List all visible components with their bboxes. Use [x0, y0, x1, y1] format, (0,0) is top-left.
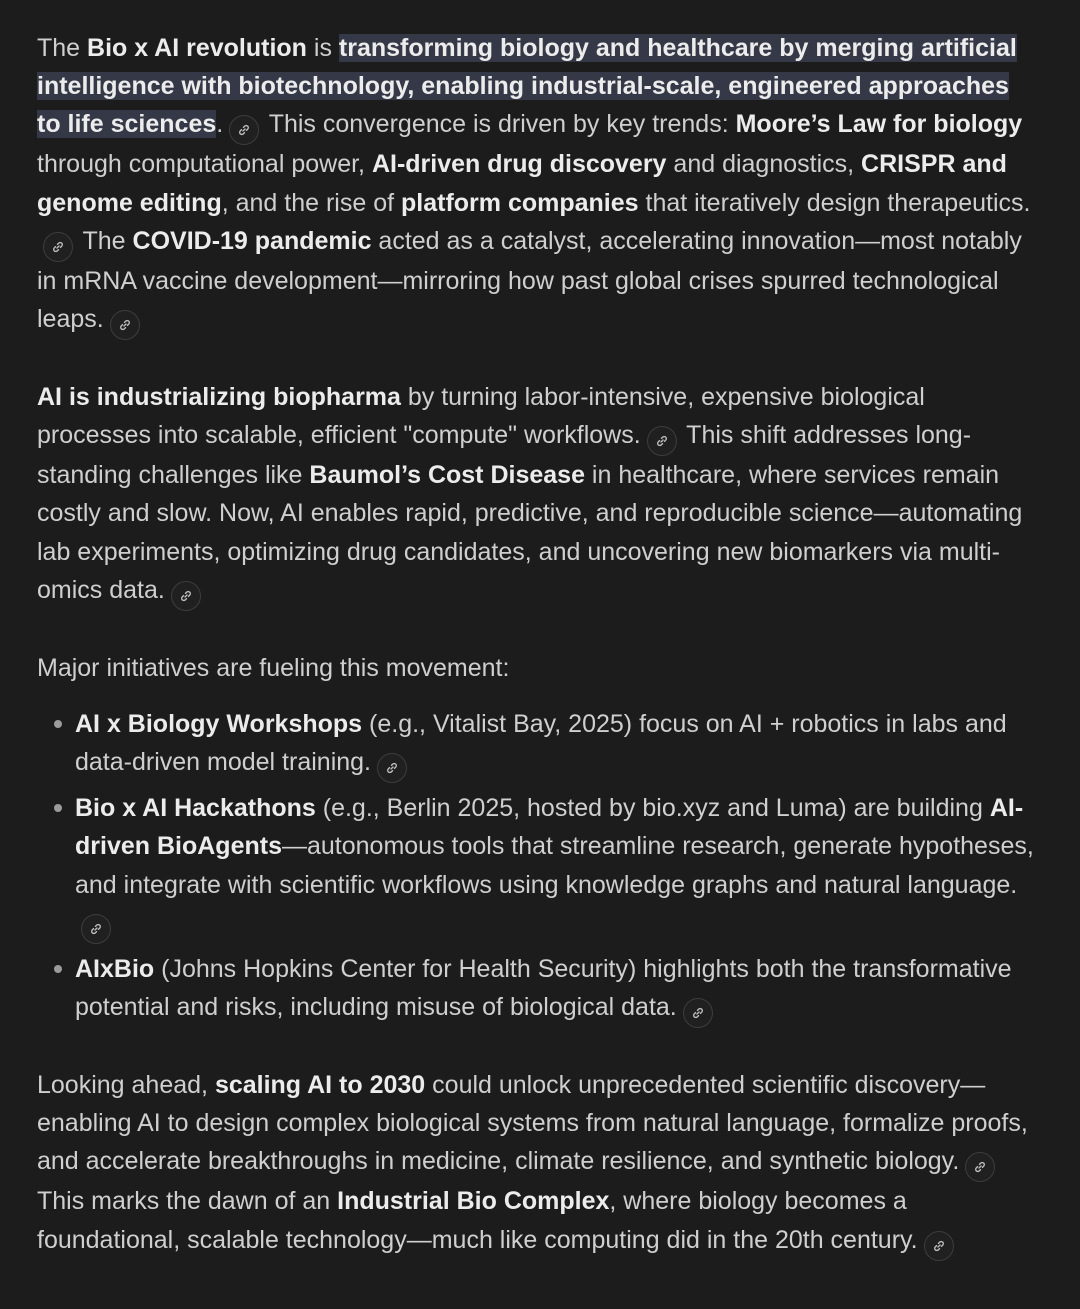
- bullet-icon: [54, 965, 62, 973]
- bold-term: AI-driven BioAgents: [75, 794, 1024, 861]
- bold-term: AI-driven drug discovery: [371, 150, 667, 179]
- bold-term: AI is industrializing biopharma: [37, 383, 401, 412]
- paragraph-industrializing: AI is industrializing biopharma by turning labor-intensive, expensive biological processes into scalable, efficient "compute" workflows. This shift addresses long-standing challenges like Baumol’s Cost Disease in healthcare, where services remain costly and slow. Now, AI enables rapid, predictive, and reproducible science—automating lab experiments, optimizing drug candidates, and uncovering new biomarkers via multi-omics data.: [37, 378, 1037, 611]
- link-icon: [932, 1239, 946, 1253]
- link-icon: [237, 123, 251, 137]
- bullet-icon: [54, 804, 62, 812]
- link-icon: [51, 240, 65, 254]
- citation-link-button[interactable]: [110, 310, 140, 340]
- initiatives-list: [37, 705, 1037, 1028]
- citation-link-button[interactable]: [171, 581, 201, 611]
- bold-term: Bio x AI revolution: [87, 34, 307, 62]
- citation-link-button[interactable]: [81, 914, 111, 944]
- bold-term: scaling AI to 2030: [214, 1071, 426, 1100]
- highlighted-text[interactable]: transforming biology and healthcare by merging artificial intelligence with biotechnology, enabling industrial-scale, engineered approaches to life sciences: [37, 34, 1017, 139]
- paragraph-looking-ahead: Looking ahead, scaling AI to 2030 could unlock unprecedented scientific discovery—enabling AI to design complex biological systems from natural language, formalize proofs, and accelerate breakthroughs in medicine, climate resilience, and synthetic biology. This marks the dawn of an Industrial Bio Complex, where biology becomes a foundational, scalable technology—much like computing did in the 20th century.: [37, 1066, 1037, 1261]
- citation-link-button[interactable]: [924, 1231, 954, 1261]
- link-icon: [89, 922, 103, 936]
- bold-term: AIxBio: [75, 954, 155, 983]
- bold-term: Industrial Bio Complex: [337, 1187, 610, 1216]
- bold-term: Bio x AI Hackathons: [75, 794, 316, 823]
- link-icon: [655, 434, 669, 448]
- link-icon: [385, 761, 399, 775]
- paragraph-intro: The Bio x AI revolution is transforming biology and healthcare by merging artificial intelligence with biotechnology, enabling industrial-scale, engineered approaches to life sciences. This convergence is driven by key trends: Moore’s Law for biology through computational power, AI-driven drug discovery and diagnostics, CRISPR and genome editing, and the rise of platform companies that iteratively design therapeutics. The COVID-19 pandemic acted as a catalyst, accelerating innovation—most notably in mRNA vaccine development—mirroring how past global crises spurred technological leaps.: [37, 29, 1037, 340]
- link-icon: [118, 318, 132, 332]
- citation-link-button[interactable]: [229, 115, 259, 145]
- citation-link-button[interactable]: [377, 753, 407, 783]
- citation-link-button[interactable]: [683, 998, 713, 1028]
- list-item: AIxBio (Johns Hopkins Center for Health Security) highlights both the transformative potential and risks, including misuse of biological data.: [37, 950, 1037, 1028]
- bold-term: Baumol’s Cost Disease: [309, 461, 585, 490]
- citation-link-button[interactable]: [965, 1152, 995, 1182]
- list-item: Bio x AI Hackathons (e.g., Berlin 2025, hosted by bio.xyz and Luma) are building AI-driven BioAgents—autonomous tools that streamline research, generate hypotheses, and integrate with scientific workflows using knowledge graphs and natural language.: [37, 789, 1037, 944]
- bold-term: AI x Biology Workshops: [75, 710, 363, 739]
- link-icon: [179, 589, 193, 603]
- bold-term: COVID-19 pandemic: [132, 226, 372, 255]
- citation-link-button[interactable]: [43, 232, 73, 262]
- link-icon: [691, 1006, 705, 1020]
- bold-term: CRISPR and genome editing: [37, 150, 1007, 217]
- bold-term: Moore’s Law for biology: [735, 110, 1023, 139]
- citation-link-button[interactable]: [647, 426, 677, 456]
- list-item: AI x Biology Workshops (e.g., Vitalist Bay, 2025) focus on AI + robotics in labs and data-driven model training.: [37, 705, 1037, 783]
- bold-term: platform companies: [401, 188, 639, 217]
- answer-content: [37, 29, 1037, 1299]
- paragraph-initiatives-intro: Major initiatives are fueling this movement:: [37, 653, 510, 682]
- link-icon: [973, 1160, 987, 1174]
- bullet-icon: [54, 720, 62, 728]
